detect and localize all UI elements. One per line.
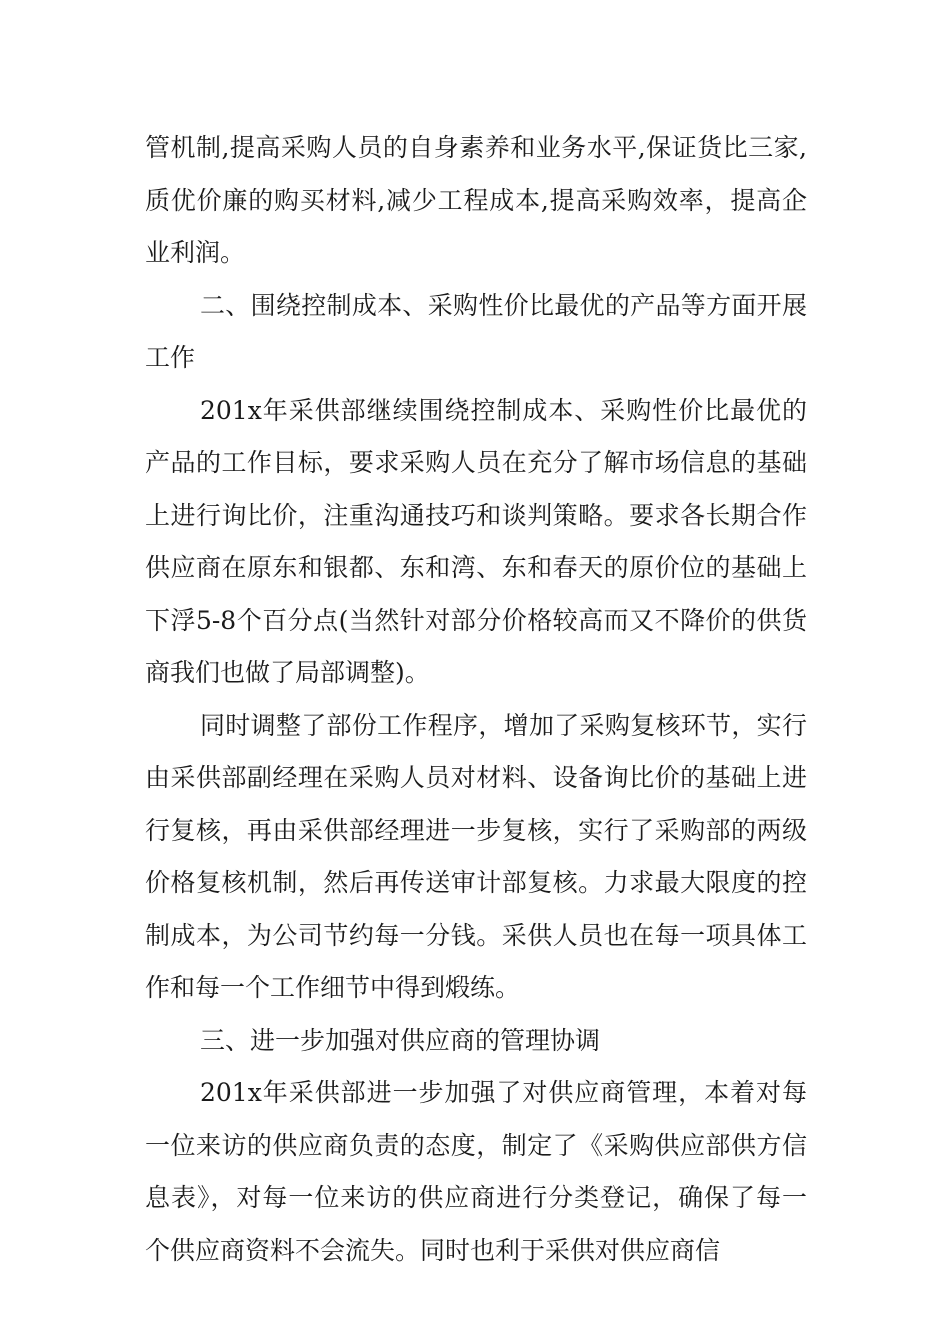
paragraph-3: 201x年采供部继续围绕控制成本、采购性价比最优的产品的工作目标，要求采购人员在充分了解市场信息的基础上进行询比价，注重沟通技巧和谈判策略。要求各长期合作供应商在原东和银都、东和湾、东和春天的原价位的基础上下浮5-8个百分点(当然针对部分价格较高而又不降价的供货商我们也做了局部调整)。: [145, 395, 807, 687]
paragraph-1: 管机制,提高采购人员的自身素养和业务水平,保证货比三家,质优价廉的购买材料,减少工程成本,提高采购效率，提高企业利润。: [145, 133, 807, 267]
heading-section-3: 三、进一步加强对供应商的管理协调: [200, 1025, 601, 1055]
document-body: [145, 122, 807, 1277]
paragraph-4: 同时调整了部份工作程序，增加了采购复核环节，实行由采供部副经理在采购人员对材料、设备询比价的基础上进行复核，再由采供部经理进一步复核，实行了采购部的两级价格复核机制，然后再传送审计部复核。力求最大限度的控制成本，为公司节约每一分钱。采供人员也在每一项具体工作和每一个工作细节中得到煅练。: [145, 710, 807, 1002]
heading-section-2: 二、围绕控制成本、采购性价比最优的产品等方面开展工作: [145, 290, 807, 372]
paragraph-6: 201x年采供部进一步加强了对供应商管理，本着对每一位来访的供应商负责的态度，制定了《采购供应部供方信息表》，对每一位来访的供应商进行分类登记，确保了每一个供应商资料不会流失。同时也利于采供对供应商信: [145, 1078, 807, 1265]
